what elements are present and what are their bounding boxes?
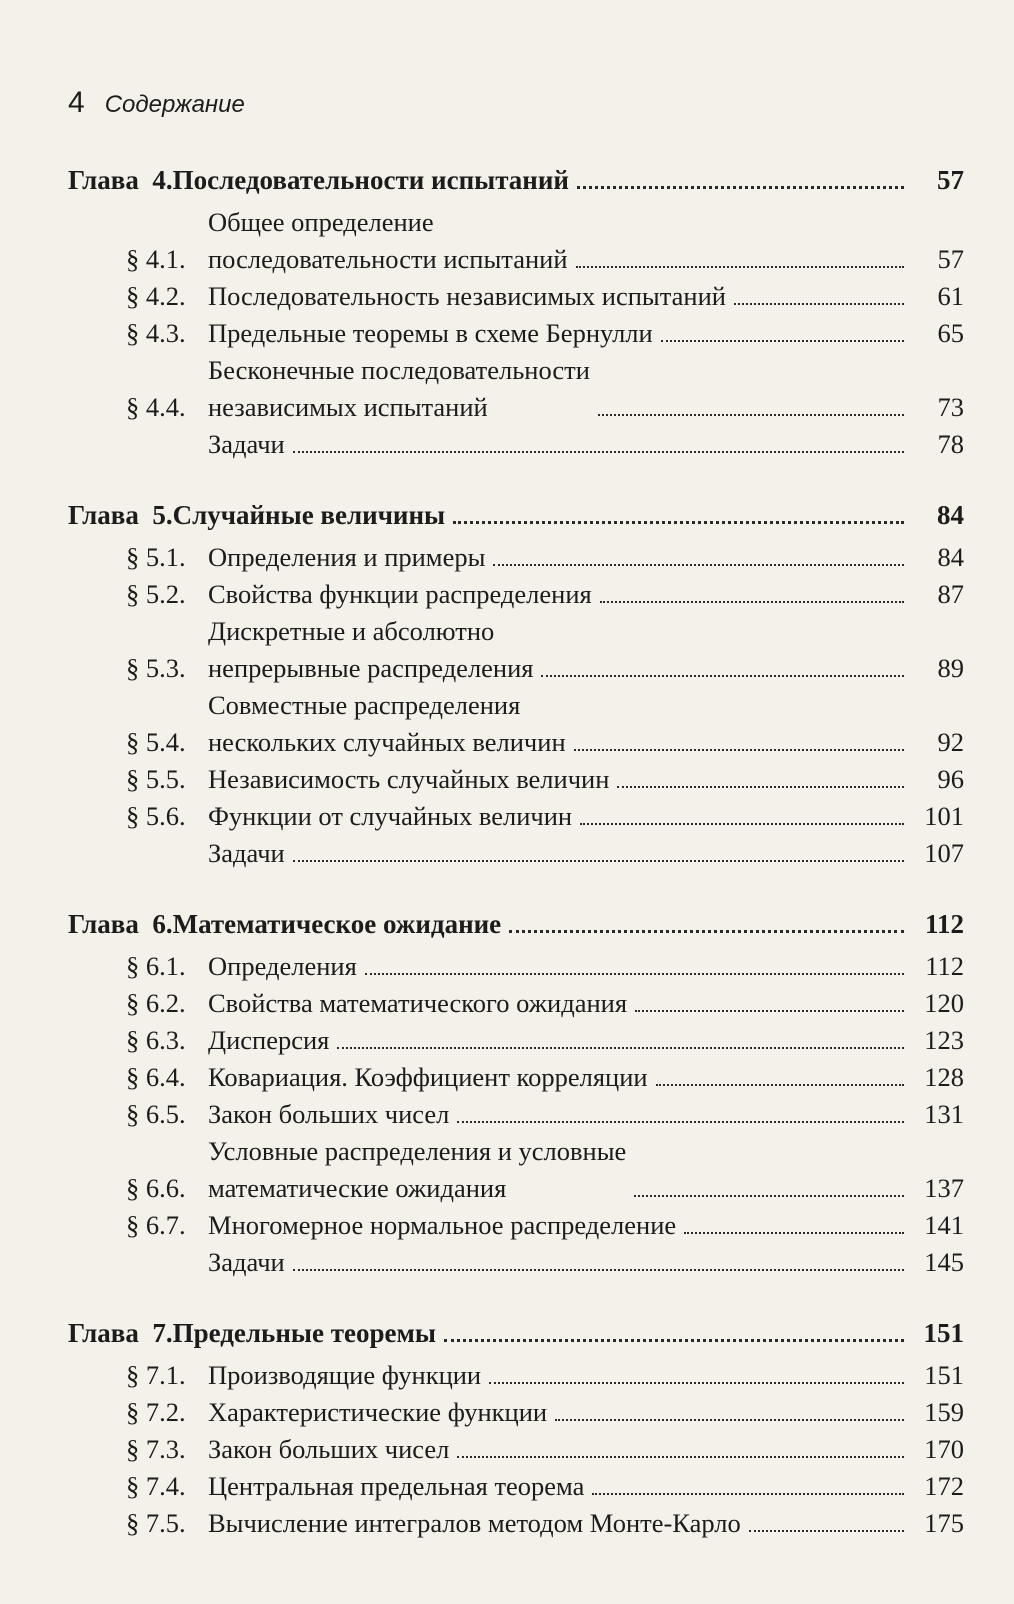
toc-section-entry[interactable] [68,1207,964,1244]
section-number: § 7.3. [126,1434,186,1464]
section-number: § 6.7. [126,1210,186,1240]
tasks-label: Задачи [208,429,285,459]
toc-section-entry[interactable] [68,1468,964,1505]
dot-leader [293,451,904,453]
running-section-title: Содержание [104,91,245,118]
dot-leader [634,1195,904,1197]
dot-leader [576,266,905,268]
toc-section-entry[interactable] [68,1394,964,1431]
section-title-line: Определения [208,951,357,981]
dot-leader [555,1419,904,1421]
chapter-title: Предельные теоремы [172,1318,436,1348]
chapter-label: Глава 5. [68,500,173,530]
toc-section-entry[interactable] [68,761,964,798]
section-body [208,352,964,426]
section-body [208,278,964,315]
section-page-number: 128 [924,1062,964,1092]
toc-section-entry[interactable] [68,352,964,426]
section-title [208,1059,648,1096]
toc-section-entry[interactable] [68,576,964,613]
section-title [208,315,653,352]
dot-leader [493,564,904,566]
section-title-line: Условные распределения и условные [208,1136,627,1166]
tasks-page-number: 107 [924,838,964,868]
section-title-line: Независимость случайных величин [208,764,610,794]
tasks-label: Задачи [208,838,285,868]
section-body [208,948,964,985]
section-page-number: 73 [937,392,964,422]
toc-section-entry[interactable] [68,985,964,1022]
dot-leader [580,823,904,825]
section-title-line: Дисперсия [208,1025,330,1055]
section-body [208,687,964,761]
dot-leader [457,1121,904,1123]
section-number: § 4.3. [126,318,186,348]
toc-tasks-entry[interactable] [68,426,964,463]
section-page-number: 92 [937,727,964,757]
dot-leader [749,1530,904,1532]
section-page-number: 159 [924,1397,964,1427]
section-title [208,1022,329,1059]
toc-section-entry[interactable] [68,539,964,576]
chapter-title: Случайные величины [172,500,446,530]
chapter-page-number: 57 [937,165,964,195]
section-title [208,204,568,278]
section-title-line: Производящие функции [208,1360,482,1390]
dot-leader [574,749,904,751]
section-body [208,613,964,687]
section-title-line: Функции от случайных величин [208,801,573,831]
section-body [208,204,964,278]
section-body [208,1505,964,1542]
dot-leader [661,340,904,342]
toc-section-entry[interactable] [68,1022,964,1059]
section-title [208,1133,626,1207]
tasks-page-number: 145 [924,1247,964,1277]
dot-leader [600,601,904,603]
section-title [208,948,357,985]
section-title [208,1505,741,1542]
section-title [208,1357,481,1394]
section-title [208,576,592,613]
section-body [208,576,964,613]
chapter-page-number: 151 [923,1318,964,1348]
tasks-body [208,426,964,463]
section-title-line: Ковариация. Коэффициент корреляции [208,1062,648,1092]
toc-tasks-entry[interactable] [68,1244,964,1281]
section-number: § 7.5. [126,1508,186,1538]
dot-leader [453,521,904,524]
section-page-number: 87 [937,579,964,609]
toc-section-entry[interactable] [68,687,964,761]
section-title [208,1207,676,1244]
toc-section-entry[interactable] [68,1059,964,1096]
section-title-line: Совместные распределения [208,690,521,720]
section-body [208,1357,964,1394]
dot-leader [444,1339,904,1342]
section-title-line: Закон больших чисел [208,1099,450,1129]
section-title [208,985,627,1022]
dot-leader [617,786,904,788]
section-page-number: 172 [924,1471,964,1501]
section-number: § 5.3. [126,653,186,683]
dot-leader [457,1456,904,1458]
section-title-line: Предельные теоремы в схеме Бернулли [208,318,653,348]
section-page-number: 101 [924,801,964,831]
section-title [208,1468,584,1505]
section-title-line: Свойства математического ожидания [208,988,628,1018]
section-number: § 4.4. [126,392,186,422]
section-page-number: 170 [924,1434,964,1464]
toc-section-entry[interactable] [68,204,964,278]
section-body [208,1059,964,1096]
chapter-label: Глава 6. [68,909,173,939]
dot-leader [598,414,904,416]
tasks-body [208,1244,964,1281]
section-body [208,539,964,576]
toc-chapter [68,162,964,463]
toc-chapter [68,1315,964,1542]
section-number: § 7.4. [126,1471,186,1501]
dot-leader [293,860,904,862]
section-page-number: 61 [937,281,964,311]
section-number: § 4.2. [126,281,186,311]
tasks-page-number: 78 [937,429,964,459]
chapter-title: Математическое ожидание [172,909,502,939]
section-title [208,687,566,761]
section-page-number: 175 [924,1508,964,1538]
section-title-line: Свойства функции распределения [208,579,592,609]
dot-leader [337,1047,904,1049]
section-title [208,798,572,835]
section-title-line: Характеристические функции [208,1397,548,1427]
section-body [208,1133,964,1207]
section-title-line: Последовательность независимых испытаний [208,281,726,311]
section-title-line: Центральная предельная теорема [208,1471,585,1501]
section-title [208,761,609,798]
section-body [208,761,964,798]
section-title-line: Бесконечные последовательности [208,355,590,385]
toc-section-entry[interactable] [68,798,964,835]
section-title-line: последовательности испытаний [208,244,568,274]
section-title [208,352,590,426]
section-title-line: Вычисление интегралов методом Монте-Карло [208,1508,741,1538]
section-number: § 6.2. [126,988,186,1018]
dot-leader [365,973,904,975]
section-number: § 6.6. [126,1173,186,1203]
dot-leader [635,1010,904,1012]
toc-section-entry[interactable] [68,613,964,687]
dot-leader [656,1084,904,1086]
section-page-number: 120 [924,988,964,1018]
toc-section-entry[interactable] [68,1096,964,1133]
toc-section-entry[interactable] [68,1505,964,1542]
section-number: § 6.5. [126,1099,186,1129]
section-page-number: 57 [937,244,964,274]
section-number: § 5.5. [126,764,186,794]
section-title-line: Дискретные и абсолютно [208,616,495,646]
section-number: § 7.2. [126,1397,186,1427]
section-number: § 6.4. [126,1062,186,1092]
section-number: § 6.3. [126,1025,186,1055]
section-title [208,1394,547,1431]
section-title [208,613,533,687]
toc-section-entry[interactable] [68,278,964,315]
toc-tasks-entry[interactable] [68,835,964,872]
section-body [208,1394,964,1431]
section-number: § 5.1. [126,542,186,572]
toc-chapter [68,497,964,872]
page-number: 4 [68,86,85,119]
section-body [208,1022,964,1059]
toc-section-entry[interactable] [68,1357,964,1394]
dot-leader [734,303,904,305]
chapter-title: Последовательности испытаний [172,165,569,195]
chapter-label: Глава 4. [68,165,173,195]
section-body [208,1207,964,1244]
section-number: § 6.1. [126,951,186,981]
toc-section-entry[interactable] [68,1431,964,1468]
tasks-label: Задачи [208,1247,285,1277]
section-title-line: Общее определение [208,207,434,237]
section-page-number: 137 [924,1173,964,1203]
toc-section-entry[interactable] [68,1133,964,1207]
section-title-line: непрерывные распределения [208,653,534,683]
toc-section-entry[interactable] [68,315,964,352]
section-title [208,1431,449,1468]
toc-chapter-heading[interactable] [68,162,964,198]
section-title [208,539,485,576]
chapter-label: Глава 7. [68,1318,173,1348]
section-page-number: 112 [925,951,964,981]
section-body [208,985,964,1022]
section-title-line: Многомерное нормальное распределение [208,1210,677,1240]
section-title-line: Закон больших чисел [208,1434,450,1464]
chapter-page-number: 112 [924,909,964,939]
section-title [208,278,726,315]
toc-chapter-heading[interactable] [68,1315,964,1351]
toc-section-entry[interactable] [68,948,964,985]
dot-leader [684,1232,904,1234]
chapter-page-number: 84 [937,500,964,530]
section-page-number: 84 [937,542,964,572]
section-title-line: Определения и примеры [208,542,486,572]
dot-leader [541,675,904,677]
section-page-number: 65 [937,318,964,348]
section-page-number: 141 [924,1210,964,1240]
toc-chapter-heading[interactable] [68,906,964,942]
section-page-number: 96 [937,764,964,794]
tasks-body [208,835,964,872]
section-body [208,798,964,835]
section-page-number: 151 [924,1360,964,1390]
section-number: § 5.6. [126,801,186,831]
running-head [68,86,964,120]
dot-leader [509,930,904,933]
dot-leader [293,1269,904,1271]
section-page-number: 131 [924,1099,964,1129]
section-number: § 4.1. [126,244,186,274]
section-title-line: математические ожидания [208,1173,507,1203]
dot-leader [592,1493,904,1495]
toc-chapter-heading[interactable] [68,497,964,533]
section-page-number: 89 [937,653,964,683]
section-number: § 7.1. [126,1360,186,1390]
table-of-contents [68,162,964,1542]
section-body [208,1468,964,1505]
section-title [208,1096,449,1133]
section-number: § 5.4. [126,727,186,757]
section-body [208,315,964,352]
section-title-line: нескольких случайных величин [208,727,566,757]
dot-leader [577,186,904,189]
toc-chapter [68,906,964,1281]
section-page-number: 123 [924,1025,964,1055]
section-body [208,1431,964,1468]
section-body [208,1096,964,1133]
section-number: § 5.2. [126,579,186,609]
section-title-line: независимых испытаний [208,392,488,422]
dot-leader [489,1382,904,1384]
